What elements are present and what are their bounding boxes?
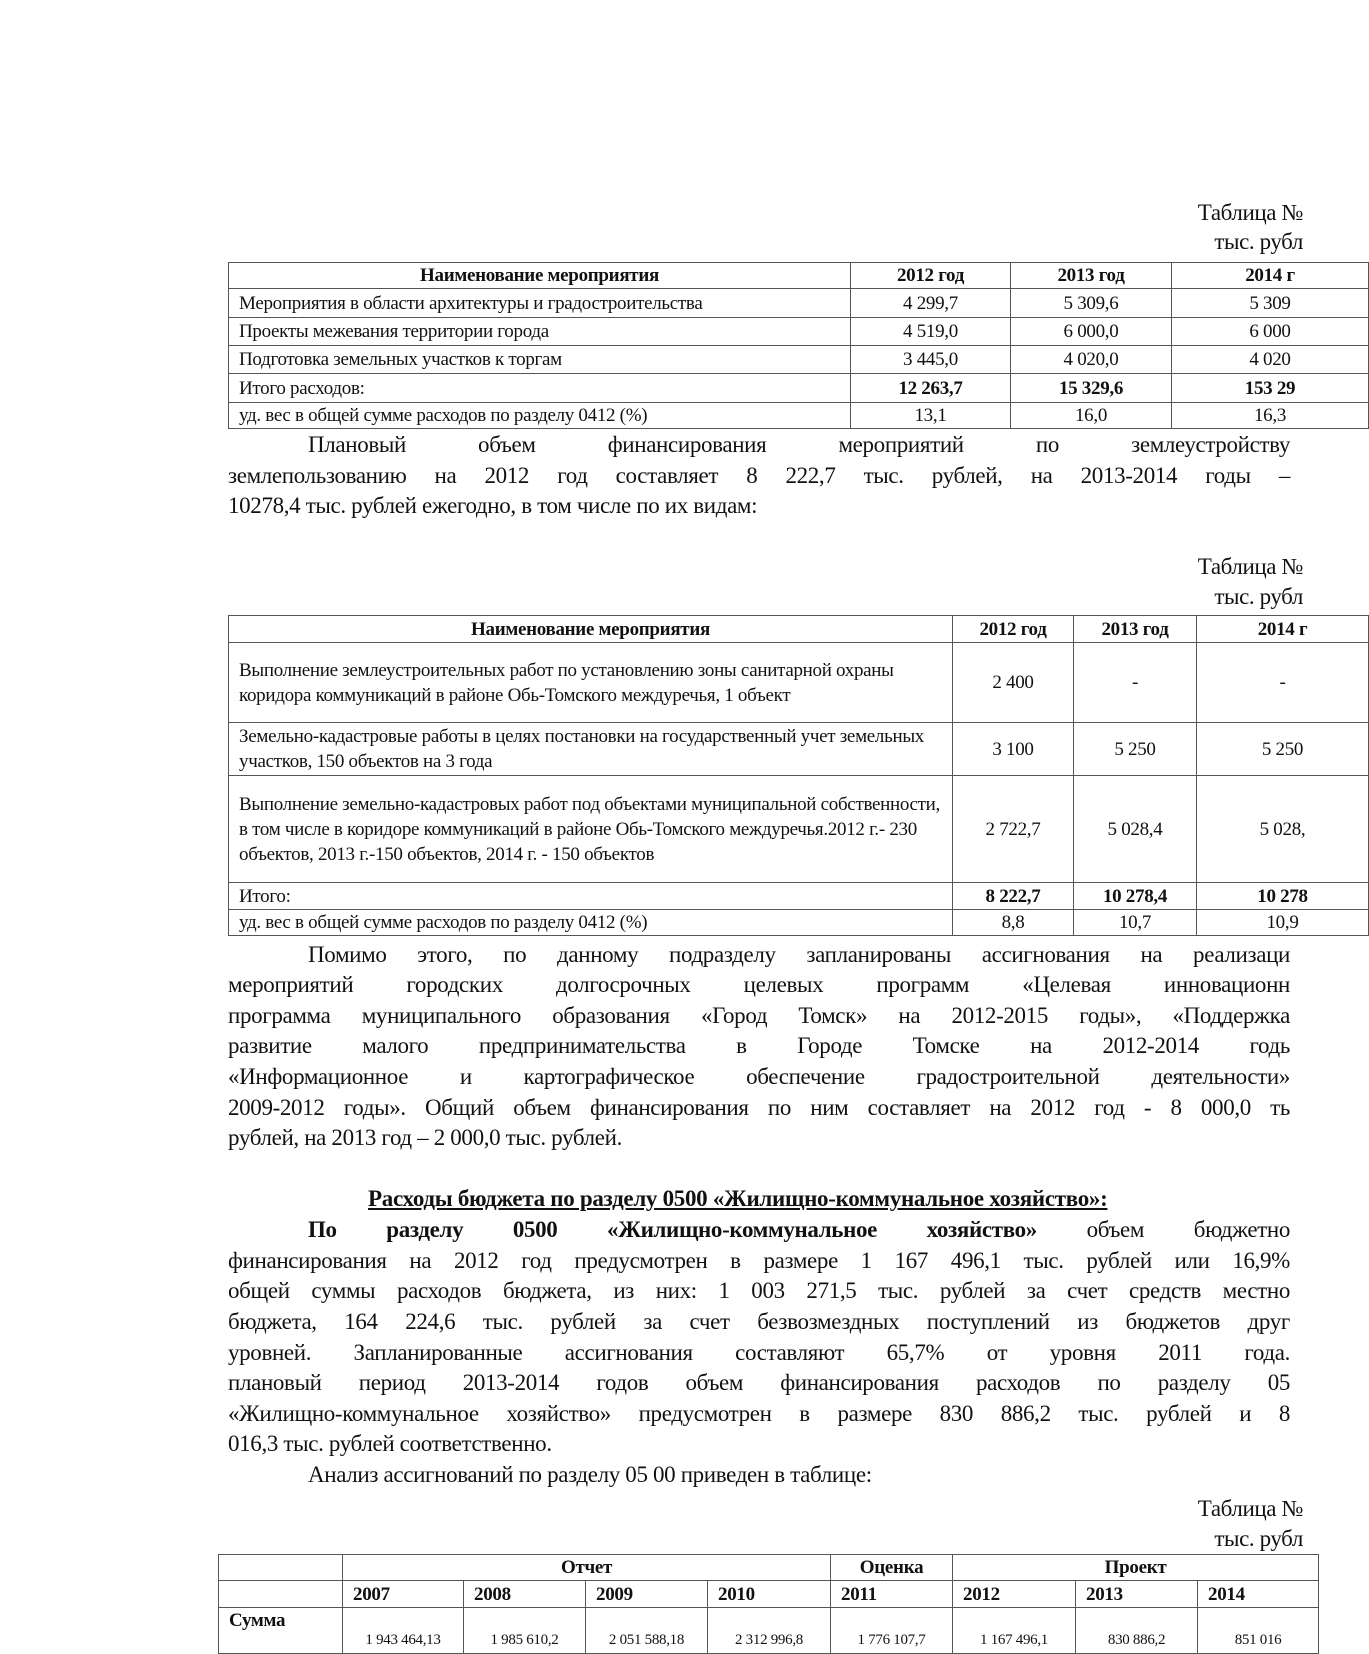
cell-value: 1 943 464,13: [343, 1608, 464, 1654]
header-name: Наименование мероприятия: [229, 263, 851, 289]
table-row: [229, 289, 1369, 318]
cell-value: 2 312 996,8: [708, 1608, 831, 1654]
cell-value: 13,1: [851, 403, 1011, 429]
cell-value: 1 985 610,2: [464, 1608, 586, 1654]
table-total-row: [229, 883, 1369, 910]
paragraph-line: мероприятий городских долгосрочных целевых программ «Целевая инновационн: [228, 972, 1290, 997]
cell-value: 1 167 496,1: [953, 1608, 1076, 1654]
cell-value: 6 000,0: [1011, 318, 1172, 346]
header-2013: 2013 год: [1074, 616, 1197, 643]
cell-value: 10,9: [1197, 910, 1369, 936]
header-2012: 2012 год: [953, 616, 1074, 643]
cell-value: 10,7: [1074, 910, 1197, 936]
cell-name: Земельно-кадастровые работы в целях постановки на государственный учет земельных участков, 150 объектов на 3 года: [229, 723, 953, 776]
group-project: Проект: [953, 1555, 1319, 1581]
header-2014: 2014 г: [1172, 263, 1369, 289]
table-total-row: [229, 374, 1369, 403]
cell-value: 8 222,7: [953, 883, 1074, 910]
table1-unit: тыс. рубл: [1214, 229, 1303, 254]
cell-value: 4 299,7: [851, 289, 1011, 318]
table3-unit: тыс. рубл: [1214, 1526, 1303, 1551]
paragraph-line: бюджета, 164 224,6 тыс. рублей за счет безвозмездных поступлений из бюджетов друг: [228, 1309, 1290, 1334]
cell-value: 4 020,0: [1011, 346, 1172, 374]
table2-unit: тыс. рубл: [1214, 584, 1303, 609]
cell-value: 3 100: [953, 723, 1074, 776]
table-group-row: [219, 1555, 1319, 1581]
table-row: [229, 318, 1369, 346]
header-name: Наименование мероприятия: [229, 616, 953, 643]
cell-name: Выполнение земельно-кадастровых работ под объектами муниципальной собственности, в том числе в коридоре коммуникаций в районе Обь-Томского междуречья.2012 г.- 230 объектов, 2013 г.-150 объектов, 2014 г. - 150 объектов: [229, 776, 953, 883]
row-label: Сумма: [219, 1608, 343, 1654]
cell-name: Выполнение землеустроительных работ по установлению зоны санитарной охраны коридора коммуникаций в районе Обь-Томского междуречья, 1 объект: [229, 643, 953, 723]
year-header: 2011: [831, 1581, 953, 1608]
paragraph-line: «Информационное и картографическое обеспечение градостроительной деятельности»: [228, 1064, 1290, 1089]
header-2014: 2014 г: [1197, 616, 1369, 643]
cell-name: уд. вес в общей сумме расходов по разделу 0412 (%): [229, 403, 851, 429]
bold-lead: По разделу 0500 «Жилищно-коммунальное хозяйство»: [308, 1217, 1037, 1242]
paragraph-line: Помимо этого, по данному подразделу запланированы ассигнования на реализаци: [308, 942, 1290, 967]
cell-value: 5 309: [1172, 289, 1369, 318]
cell-value: 2 400: [953, 643, 1074, 723]
paragraph-line: плановый период 2013-2014 годов объем финансирования расходов по разделу 05: [228, 1370, 1290, 1395]
cell-value: 4 519,0: [851, 318, 1011, 346]
paragraph-line: 10278,4 тыс. рублей ежегодно, в том числе по их видам:: [228, 493, 758, 518]
cell-name: Мероприятия в области архитектуры и градостроительства: [229, 289, 851, 318]
paragraph-line: 016,3 тыс. рублей соответственно.: [228, 1431, 552, 1456]
paragraph-line: развитие малого предпринимательства в Городе Томске на 2012-2014 годь: [228, 1033, 1290, 1058]
cell-value: 5 028,: [1197, 776, 1369, 883]
paragraph-line: программа муниципального образования «Город Томск» на 2012-2015 годы», «Поддержка: [228, 1003, 1290, 1028]
cell-value: 4 020: [1172, 346, 1369, 374]
cell-value: 851 016: [1198, 1608, 1319, 1654]
year-header: 2007: [343, 1581, 464, 1608]
year-header: 2013: [1076, 1581, 1198, 1608]
cell-name: Итого:: [229, 883, 953, 910]
paragraph-line: Плановый объем финансирования мероприятий по землеустройству: [308, 432, 1290, 457]
cell-value: 2 051 588,18: [586, 1608, 708, 1654]
table-share-row: [229, 403, 1369, 429]
cell-value: 1 776 107,7: [831, 1608, 953, 1654]
cell-value: 8,8: [953, 910, 1074, 936]
table-row: [229, 723, 1369, 776]
paragraph-line: финансирования на 2012 год предусмотрен в размере 1 167 496,1 тыс. рублей или 16,9%: [228, 1248, 1290, 1273]
table-share-row: [229, 910, 1369, 936]
table-row: [219, 1608, 1319, 1654]
table-header-row: [229, 616, 1369, 643]
table-row: [229, 346, 1369, 374]
empty-header: [219, 1555, 343, 1581]
line-rest: объем бюджетно: [1036, 1217, 1290, 1242]
empty-header: [219, 1581, 343, 1608]
table-row: [229, 776, 1369, 883]
paragraph-line: уровней. Запланированные ассигнования составляют 65,7% от уровня 2011 года.: [228, 1340, 1290, 1365]
table3-label: Таблица №: [1197, 1496, 1303, 1521]
cell-value: 16,0: [1011, 403, 1172, 429]
cell-name: уд. вес в общей сумме расходов по разделу 0412 (%): [229, 910, 953, 936]
cell-value: 830 886,2: [1076, 1608, 1198, 1654]
cell-value: 5 309,6: [1011, 289, 1172, 318]
table-header-row: [229, 263, 1369, 289]
cell-value: 12 263,7: [851, 374, 1011, 403]
table-land-planning: [228, 262, 1369, 429]
header-2012: 2012 год: [851, 263, 1011, 289]
section-heading: Расходы бюджета по разделу 0500 «Жилищно-коммунальное хозяйство»:: [368, 1186, 1108, 1211]
paragraph-line: 2009-2012 годы». Общий объем финансирования по ним составляет на 2012 год - 8 000,0 ть: [228, 1095, 1290, 1120]
year-header: 2009: [586, 1581, 708, 1608]
cell-value: 3 445,0: [851, 346, 1011, 374]
table-housing-analysis: [218, 1554, 1319, 1654]
cell-value: 5 028,4: [1074, 776, 1197, 883]
table-year-row: [219, 1581, 1319, 1608]
table-row: [229, 643, 1369, 723]
year-header: 2008: [464, 1581, 586, 1608]
cell-value: 5 250: [1074, 723, 1197, 776]
paragraph-line: землепользованию на 2012 год составляет 8 222,7 тыс. рублей, на 2013-2014 годы –: [228, 463, 1290, 488]
table-land-works: [228, 615, 1369, 936]
paragraph-line: рублей, на 2013 год – 2 000,0 тыс. рублей.: [228, 1125, 622, 1150]
cell-value: 153 29: [1172, 374, 1369, 403]
year-header: 2012: [953, 1581, 1076, 1608]
year-header: 2014: [1198, 1581, 1319, 1608]
cell-value: 10 278,4: [1074, 883, 1197, 910]
cell-name: Проекты межевания территории города: [229, 318, 851, 346]
paragraph-line: [228, 1216, 1290, 1244]
paragraph-line: Анализ ассигнований по разделу 05 00 приведен в таблице:: [308, 1462, 872, 1487]
cell-value: 6 000: [1172, 318, 1369, 346]
paragraph-line: «Жилищно-коммунальное хозяйство» предусмотрен в размере 830 886,2 тыс. рублей и 8: [228, 1401, 1290, 1426]
table2-label: Таблица №: [1197, 554, 1303, 579]
group-report: Отчет: [343, 1555, 831, 1581]
cell-value: -: [1074, 643, 1197, 723]
cell-value: 5 250: [1197, 723, 1369, 776]
header-2013: 2013 год: [1011, 263, 1172, 289]
cell-value: 2 722,7: [953, 776, 1074, 883]
paragraph-line: общей суммы расходов бюджета, из них: 1 003 271,5 тыс. рублей за счет средств местно: [228, 1278, 1290, 1303]
cell-name: Итого расходов:: [229, 374, 851, 403]
group-estimate: Оценка: [831, 1555, 953, 1581]
table1-label: Таблица №: [1197, 200, 1303, 225]
cell-value: 15 329,6: [1011, 374, 1172, 403]
year-header: 2010: [708, 1581, 831, 1608]
cell-name: Подготовка земельных участков к торгам: [229, 346, 851, 374]
cell-value: 16,3: [1172, 403, 1369, 429]
cell-value: 10 278: [1197, 883, 1369, 910]
cell-value: -: [1197, 643, 1369, 723]
